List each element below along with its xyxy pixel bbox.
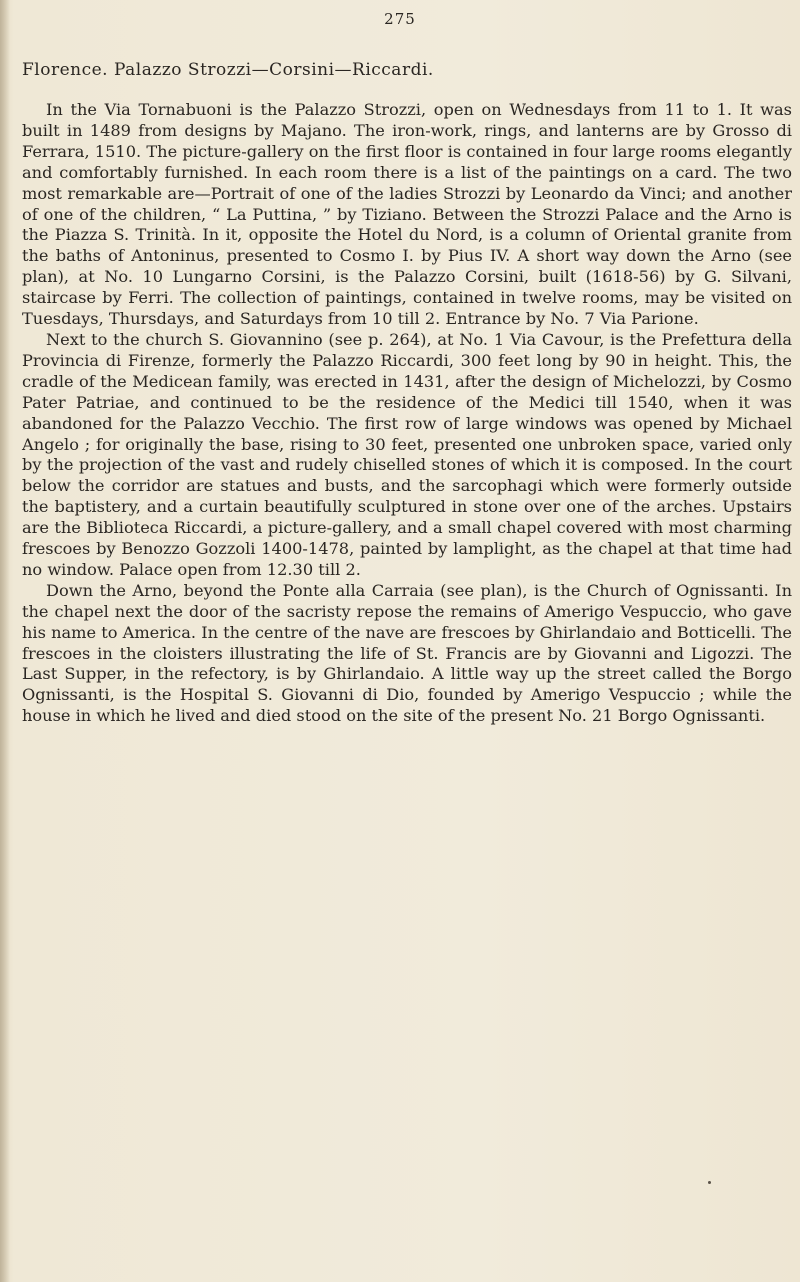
body-text: [22, 100, 792, 727]
page-number: 275: [384, 10, 416, 28]
paragraph-ognissanti: Down the Arno, beyond the Ponte alla Carraia (see plan), is the Church of Ognissanti. In the chapel next the door of the sacristy repose the remains of Amerigo Vespuccio, who gave his name to America. In the centre of the nave are frescoes by Ghirlandaio and Botticelli. The frescoes in the cloisters illustrating the life of St. Francis are by Giovanni and Ligozzi. The Last Supper, in the refectory, is by Ghirlandaio. A little way up the street called the Borgo Ognissanti, is the Hospital S. Giovanni di Dio, founded by Amerigo Vespuccio ; while the house in which he lived and died stood on the site of the present No. 21 Borgo Ognissanti.: [22, 580, 792, 726]
paragraph-strozzi-corsini: In the Via Tornabuoni is the Palazzo Strozzi, open on Wednesdays from 11 to 1. It was built in 1489 from designs by Majano. The iron-work, rings, and lanterns are by Grosso di Ferrara, 1510. The picture-gallery on the first floor is contained in four large rooms elegantly and comfortably furnished. In each room there is a list of the paintings on a card. The two most remarkable are—Portrait of one of the ladies Strozzi by Leonardo da Vinci; and another of one of the children, “ La Puttina, ” by Tiziano. Between the Strozzi Palace and the Arno is the Piazza S. Trinità. In it, opposite the Hotel du Nord, is a column of Oriental granite from the baths of Antoninus, presented to Cosmo I. by Pius IV. A short way down the Arno (see plan), at No. 10 Lungarno Corsini, is the Palazzo Corsini, built (1618-56) by G. Silvani, staircase by Ferri. The collection of paintings, contained in twelve rooms, may be visited on Tuesdays, Thursdays, and Saturdays from 10 till 2. Entrance by No. 7 Via Parione.: [22, 100, 792, 329]
paragraph-riccardi: Next to the church S. Giovannino (see p. 264), at No. 1 Via Cavour, is the Prefettura della Provincia di Firenze, formerly the Palazzo Riccardi, 300 feet long by 90 in height. This, the cradle of the Medicean family, was erected in 1431, after the design of Michelozzi, by Cosmo Pater Patriae, and continued to be the residence of the Medici till 1540, when it was abandoned for the Palazzo Vecchio. The first row of large windows was opened by Michael Angelo ; for originally the base, rising to 30 feet, presented one unbroken space, varied only by the projection of the vast and rudely chiselled stones of which it is composed. In the court below the corridor are statues and busts, and the sarcophagi which were formerly outside the baptistery, and a curtain beautifully sculptured in stone over one of the arches. Upstairs are the Biblioteca Riccardi, a picture-gallery, and a small chapel covered with most charming frescoes by Benozzo Gozzoli 1400-1478, painted by lamplight, as the chapel at that time had no window. Palace open from 12.30 till 2.: [22, 329, 792, 579]
ink-speck: [708, 1181, 711, 1184]
page-gutter-shadow: [0, 0, 10, 1282]
section-heading: Florence. Palazzo Strozzi—Corsini—Riccardi.: [22, 60, 434, 80]
